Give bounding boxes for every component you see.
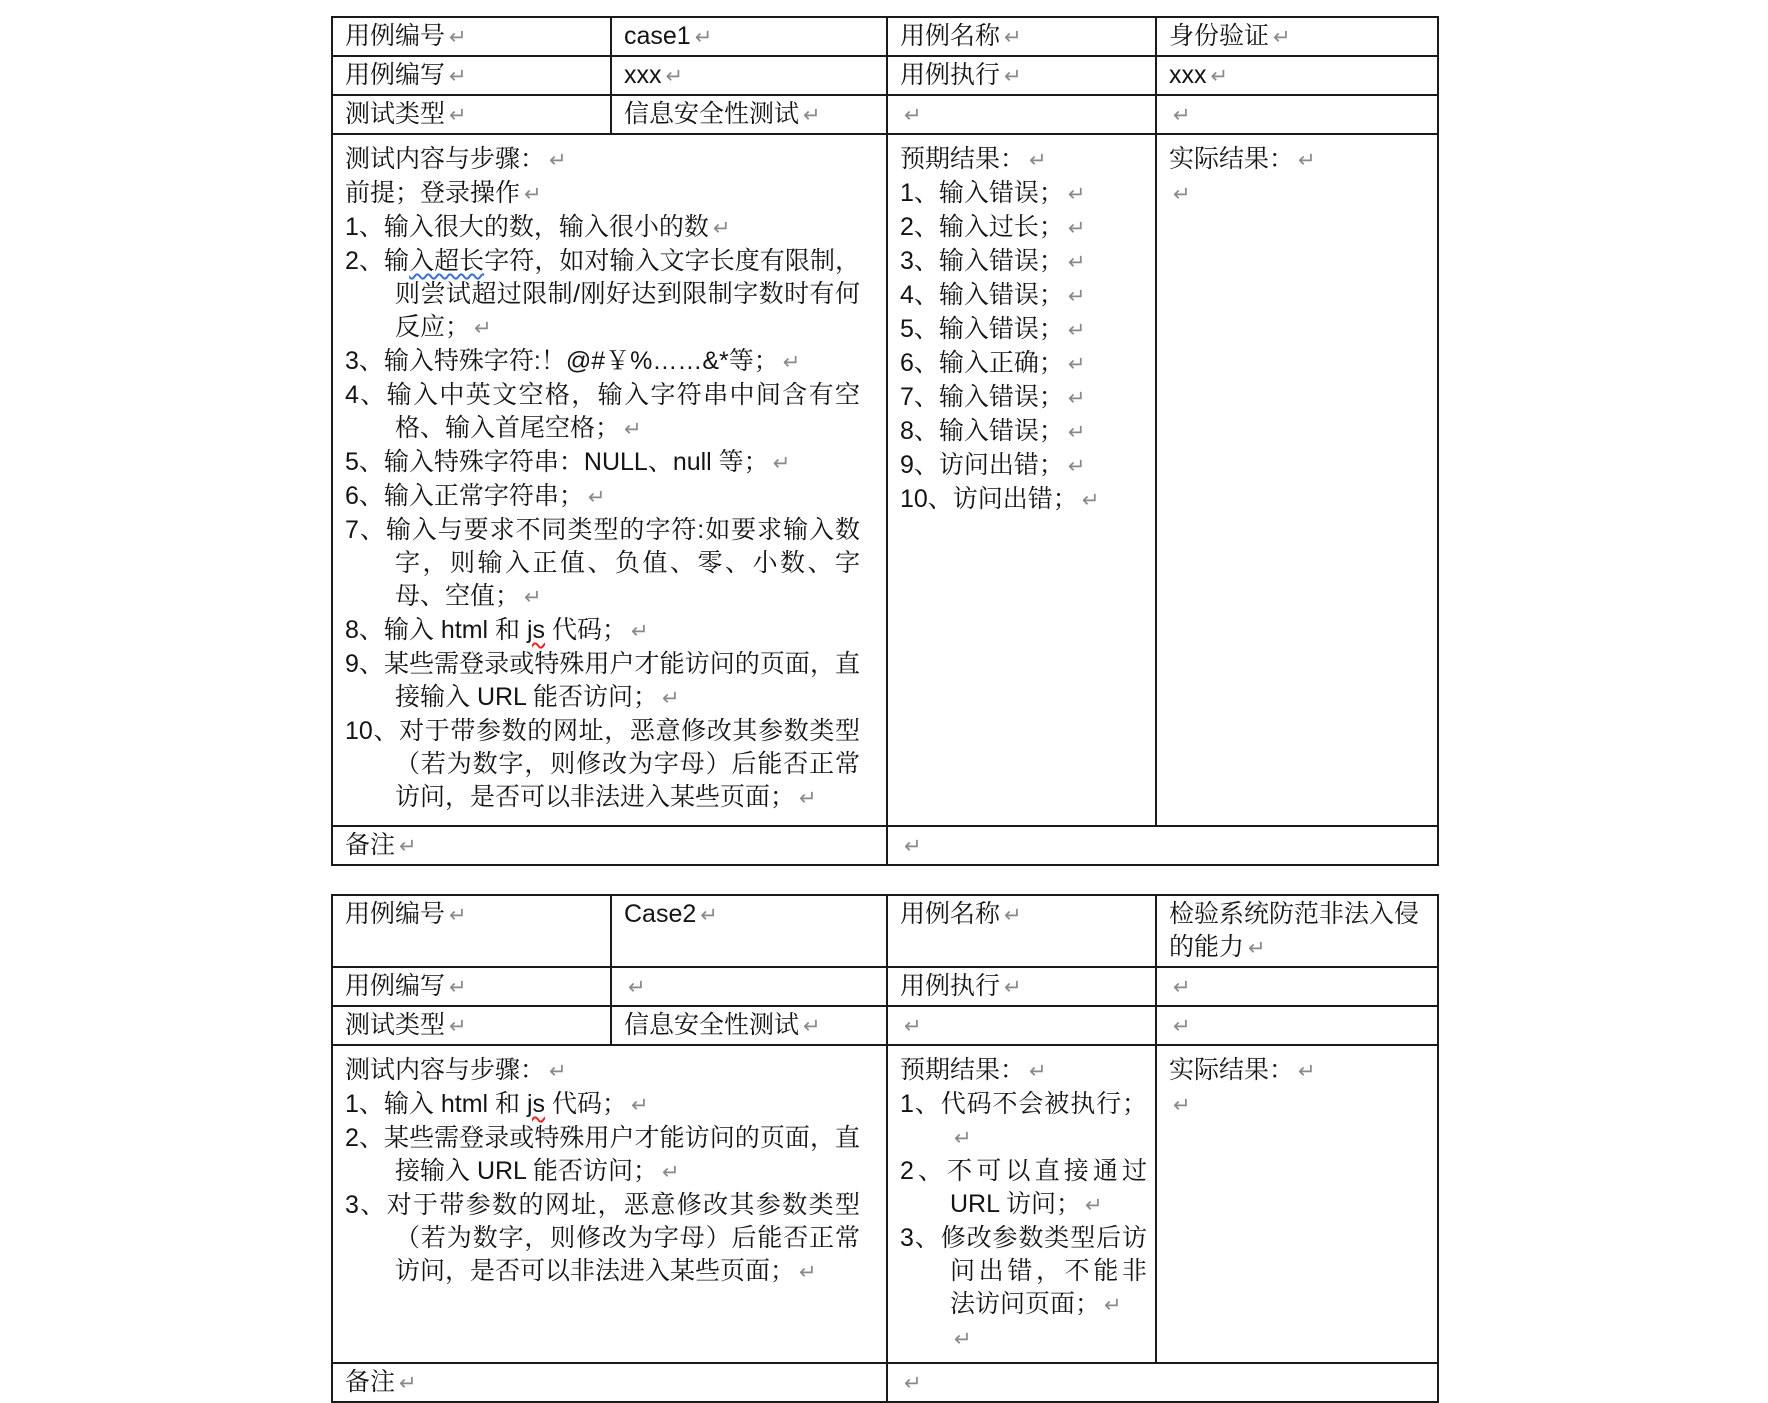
- cell-case-name-value: [1156, 17, 1438, 56]
- paragraph: [345, 648, 860, 715]
- paragraph-mark-icon: ↵: [449, 26, 467, 49]
- text-segment: 1、代码不会被执行；: [900, 1090, 1147, 1118]
- cell-text: 用例编号: [345, 900, 446, 928]
- paragraph: [900, 347, 1147, 381]
- paragraph: [900, 211, 1147, 245]
- text-segment: 3、对于带参数的网址，恶意修改其参数类型（若为数字，则修改为字母）后能否正常访问，是否可以非法进入某些页面；: [345, 1191, 860, 1285]
- cell-text: xxx: [624, 61, 662, 89]
- paragraph-mark-icon: ↵: [1004, 904, 1022, 927]
- paragraph-mark-icon: ↵: [1273, 26, 1291, 49]
- cell-author-label: [332, 967, 611, 1006]
- paragraph-mark-icon: ↵: [1173, 183, 1191, 206]
- text-segment: 2、不可以直接通过 URL 访问；: [900, 1157, 1147, 1218]
- paragraph-mark-icon: ↵: [904, 835, 922, 858]
- cell-exec-label: [887, 56, 1156, 95]
- paragraph-mark-icon: ↵: [661, 687, 680, 710]
- cell-test-type-value: [611, 1006, 887, 1045]
- paragraph-mark-icon: ↵: [694, 26, 713, 49]
- paragraph: [345, 379, 860, 446]
- cell-author-label: [332, 56, 611, 95]
- paragraph-mark-icon: ↵: [524, 183, 542, 206]
- text-segment: 实际结果：: [1169, 1056, 1295, 1084]
- paragraph-mark-icon: ↵: [631, 1094, 649, 1117]
- paragraph: [900, 1054, 1147, 1088]
- paragraph-mark-icon: ↵: [1004, 976, 1022, 999]
- paragraph-mark-icon: ↵: [954, 1127, 972, 1150]
- paragraph: [345, 446, 860, 480]
- cell-text: 身份验证: [1169, 22, 1270, 50]
- text-segment: 7、输入错误；: [900, 383, 1064, 411]
- paragraph-mark-icon: ↵: [799, 787, 817, 810]
- cell-author-value: [611, 967, 887, 1006]
- paragraph-mark-icon: ↵: [399, 1372, 417, 1395]
- cell-text: 信息安全性测试: [624, 1011, 800, 1039]
- paragraph: [1169, 177, 1429, 211]
- table-row: [332, 895, 1438, 967]
- cell-test-type-label: [332, 1006, 611, 1045]
- paragraph: [900, 483, 1147, 517]
- text-segment: 预期结果：: [900, 145, 1026, 173]
- text-segment: 代码；: [545, 1090, 627, 1118]
- paragraph: [1169, 1054, 1429, 1088]
- paragraph: [900, 449, 1147, 483]
- paragraph-mark-icon: ↵: [449, 1015, 467, 1038]
- cell-case-id-label: [332, 17, 611, 56]
- paragraph: [345, 715, 860, 815]
- paragraph: [900, 313, 1147, 347]
- text-segment: 代码；: [545, 616, 627, 644]
- cell-text: 用例执行: [900, 972, 1001, 1000]
- text-segment: 4、输入错误；: [900, 281, 1064, 309]
- paragraph-mark-icon: ↵: [1004, 65, 1022, 88]
- cell-actual: [1156, 134, 1438, 826]
- paragraph: [900, 1322, 1147, 1356]
- paragraph-mark-icon: ↵: [628, 976, 646, 999]
- paragraph-mark-icon: ↵: [1104, 1294, 1122, 1317]
- cell-empty: [1156, 95, 1438, 134]
- cell-test-type-label: [332, 95, 611, 134]
- cell-actual: [1156, 1045, 1438, 1363]
- paragraph: [345, 143, 860, 177]
- cell-test-type-value: [611, 95, 887, 134]
- paragraph-mark-icon: ↵: [1029, 149, 1047, 172]
- paragraph: [345, 245, 860, 345]
- cell-text: 用例名称: [900, 22, 1001, 50]
- table-row: [332, 826, 1438, 865]
- cell-exec-value: [1156, 967, 1438, 1006]
- paragraph: [345, 177, 860, 211]
- cell-text: 备注: [345, 1368, 396, 1396]
- paragraph-mark-icon: ↵: [549, 149, 567, 172]
- cell-exec-value: [1156, 56, 1438, 95]
- text-segment: 1、输入错误；: [900, 179, 1064, 207]
- cell-text: 用例编写: [345, 61, 446, 89]
- text-segment: 2、输: [345, 247, 410, 275]
- cell-case-id-label: [332, 895, 611, 967]
- text-segment: 10、对于带参数的网址，恶意修改其参数类型（若为数字，则修改为字母）后能否正常访问，是否可以非法进入某些页面；: [345, 717, 860, 811]
- cell-text: 测试类型: [345, 1011, 446, 1039]
- paragraph-mark-icon: ↵: [1067, 285, 1086, 308]
- test-case-table-2: [331, 894, 1439, 1403]
- paragraph-mark-icon: ↵: [1081, 489, 1100, 512]
- text-segment: 测试内容与步骤：: [345, 1056, 546, 1084]
- text-segment: 6、输入正确；: [900, 349, 1064, 377]
- test-case-table-1: [331, 16, 1439, 866]
- cell-case-id-value: [611, 895, 887, 967]
- paragraph-mark-icon: ↵: [1085, 1194, 1103, 1217]
- cell-case-id-value: [611, 17, 887, 56]
- paragraph-mark-icon: ↵: [587, 486, 606, 509]
- paragraph: [900, 143, 1147, 177]
- paragraph: [900, 279, 1147, 313]
- paragraph-mark-icon: ↵: [1004, 26, 1022, 49]
- table-row: [332, 56, 1438, 95]
- paragraph: [900, 381, 1147, 415]
- paragraph-mark-icon: ↵: [1298, 1060, 1316, 1083]
- paragraph: [345, 514, 860, 614]
- paragraph: [345, 345, 860, 379]
- cell-text: 测试类型: [345, 100, 446, 128]
- paragraph: [345, 1122, 860, 1189]
- paragraph-mark-icon: ↵: [904, 1015, 922, 1038]
- cell-text: 用例编号: [345, 22, 446, 50]
- paragraph-mark-icon: ↵: [1067, 387, 1086, 410]
- text-segment: 9、访问出错；: [900, 451, 1064, 479]
- table-row: [332, 134, 1438, 826]
- paragraph-mark-icon: ↵: [449, 65, 467, 88]
- paragraph-mark-icon: ↵: [803, 1015, 821, 1038]
- paragraph-mark-icon: ↵: [700, 904, 718, 927]
- paragraph-mark-icon: ↵: [449, 904, 467, 927]
- text-segment: 1、输入很大的数，输入很小的数: [345, 213, 709, 241]
- paragraph-mark-icon: ↵: [1067, 183, 1086, 206]
- paragraph: [345, 1088, 860, 1122]
- text-segment: 实际结果：: [1169, 145, 1295, 173]
- paragraph-mark-icon: ↵: [803, 104, 821, 127]
- paragraph-mark-icon: ↵: [1067, 353, 1086, 376]
- cell-text: 备注: [345, 831, 396, 859]
- text-segment: 2、某些需登录或特殊用户才能访问的页面，直接输入 URL 能否访问；: [345, 1124, 860, 1185]
- cell-case-name-label: [887, 17, 1156, 56]
- cell-text: 用例名称: [900, 900, 1001, 928]
- text-segment: 测试内容与步骤：: [345, 145, 546, 173]
- paragraph-mark-icon: ↵: [661, 1161, 680, 1184]
- text-segment: 1、输入 html 和: [345, 1090, 527, 1118]
- text-segment: 预期结果：: [900, 1056, 1026, 1084]
- paragraph-mark-icon: ↵: [1173, 1015, 1191, 1038]
- cell-expected: [887, 134, 1156, 826]
- cell-case-name-value: [1156, 895, 1438, 967]
- text-segment: js: [526, 616, 546, 644]
- paragraph-mark-icon: ↵: [782, 351, 801, 374]
- paragraph-mark-icon: ↵: [1067, 421, 1086, 444]
- cell-text: 信息安全性测试: [624, 100, 800, 128]
- cell-empty: [887, 1006, 1156, 1045]
- paragraph: [345, 480, 860, 514]
- paragraph-mark-icon: ↵: [799, 1261, 817, 1284]
- text-segment: js: [526, 1090, 546, 1118]
- table-row: [332, 95, 1438, 134]
- text-segment: 前提；登录操作: [345, 179, 521, 207]
- table-row: [332, 1045, 1438, 1363]
- paragraph-mark-icon: ↵: [1210, 65, 1229, 88]
- text-segment: 8、输入 html 和: [345, 616, 527, 644]
- cell-note-value: [887, 826, 1438, 865]
- paragraph: [345, 211, 860, 245]
- cell-expected: [887, 1045, 1156, 1363]
- cell-text: 检验系统防范非法入侵的能力: [1169, 900, 1420, 961]
- paragraph: [900, 1222, 1147, 1322]
- cell-note-label: [332, 1363, 887, 1402]
- paragraph-mark-icon: ↵: [712, 217, 731, 240]
- paragraph: [900, 245, 1147, 279]
- paragraph-mark-icon: ↵: [549, 1060, 567, 1083]
- paragraph: [900, 1088, 1147, 1155]
- text-segment: 10、访问出错；: [900, 485, 1078, 513]
- table-row: [332, 1363, 1438, 1402]
- cell-note-value: [887, 1363, 1438, 1402]
- text-segment: 5、输入特殊字符串：NULL、null 等；: [345, 448, 769, 476]
- paragraph: [345, 1054, 860, 1088]
- paragraph-mark-icon: ↵: [1173, 1094, 1191, 1117]
- cell-empty: [1156, 1006, 1438, 1045]
- paragraph: [900, 177, 1147, 211]
- paragraph: [900, 1155, 1147, 1222]
- paragraph: [345, 1189, 860, 1289]
- text-segment: 入超长: [409, 247, 485, 275]
- paragraph-mark-icon: ↵: [904, 1372, 922, 1395]
- text-segment: 3、输入错误；: [900, 247, 1064, 275]
- cell-author-value: [611, 56, 887, 95]
- paragraph-mark-icon: ↵: [904, 104, 922, 127]
- cell-note-label: [332, 826, 887, 865]
- cell-empty: [887, 95, 1156, 134]
- paragraph: [345, 614, 860, 648]
- text-segment: 4、输入中英文空格，输入字符串中间含有空格、输入首尾空格；: [345, 381, 860, 442]
- paragraph-mark-icon: ↵: [954, 1328, 972, 1351]
- paragraph-mark-icon: ↵: [1248, 937, 1266, 960]
- cell-text: xxx: [1169, 61, 1207, 89]
- table-row: [332, 967, 1438, 1006]
- paragraph-mark-icon: ↵: [524, 586, 542, 609]
- cell-text: 用例执行: [900, 61, 1001, 89]
- text-segment: 5、输入错误；: [900, 315, 1064, 343]
- text-segment: 9、某些需登录或特殊用户才能访问的页面，直接输入 URL 能否访问；: [345, 650, 860, 711]
- text-segment: 字符，如对输入文字长度有限制，则尝试超过限制/刚好达到限制字数时有何反应；: [395, 247, 860, 341]
- text-segment: 3、输入特殊字符:！@#￥%……&*等；: [345, 347, 779, 375]
- paragraph-mark-icon: ↵: [449, 976, 467, 999]
- text-segment: 6、输入正常字符串；: [345, 482, 584, 510]
- cell-text: case1: [624, 22, 691, 50]
- paragraph-mark-icon: ↵: [631, 620, 649, 643]
- document-page: [331, 16, 1439, 1403]
- paragraph: [1169, 1088, 1429, 1122]
- paragraph-mark-icon: ↵: [1067, 455, 1086, 478]
- cell-exec-label: [887, 967, 1156, 1006]
- paragraph-mark-icon: ↵: [399, 835, 417, 858]
- text-segment: 7、输入与要求不同类型的字符:如要求输入数字，则输入正值、负值、零、小数、字母、空值；: [345, 516, 860, 610]
- table-row: [332, 17, 1438, 56]
- table-row: [332, 1006, 1438, 1045]
- text-segment: 2、输入过长；: [900, 213, 1064, 241]
- paragraph-mark-icon: ↵: [474, 317, 492, 340]
- cell-text: 用例编写: [345, 972, 446, 1000]
- paragraph-mark-icon: ↵: [1067, 319, 1086, 342]
- paragraph-mark-icon: ↵: [624, 418, 642, 441]
- text-segment: 3、修改参数类型后访问出错，不能非法访问页面；: [900, 1224, 1147, 1318]
- paragraph-mark-icon: ↵: [1173, 976, 1191, 999]
- paragraph-mark-icon: ↵: [772, 452, 791, 475]
- text-segment: 8、输入错误；: [900, 417, 1064, 445]
- paragraph-mark-icon: ↵: [1173, 104, 1191, 127]
- paragraph-mark-icon: ↵: [449, 104, 467, 127]
- paragraph-mark-icon: ↵: [1298, 149, 1316, 172]
- cell-text: Case2: [624, 900, 697, 928]
- cell-case-name-label: [887, 895, 1156, 967]
- paragraph: [1169, 143, 1429, 177]
- paragraph: [900, 415, 1147, 449]
- paragraph-mark-icon: ↵: [665, 65, 684, 88]
- paragraph-mark-icon: ↵: [1067, 251, 1086, 274]
- cell-steps: [332, 134, 887, 826]
- paragraph-mark-icon: ↵: [1029, 1060, 1047, 1083]
- cell-steps: [332, 1045, 887, 1363]
- paragraph-mark-icon: ↵: [1067, 217, 1086, 240]
